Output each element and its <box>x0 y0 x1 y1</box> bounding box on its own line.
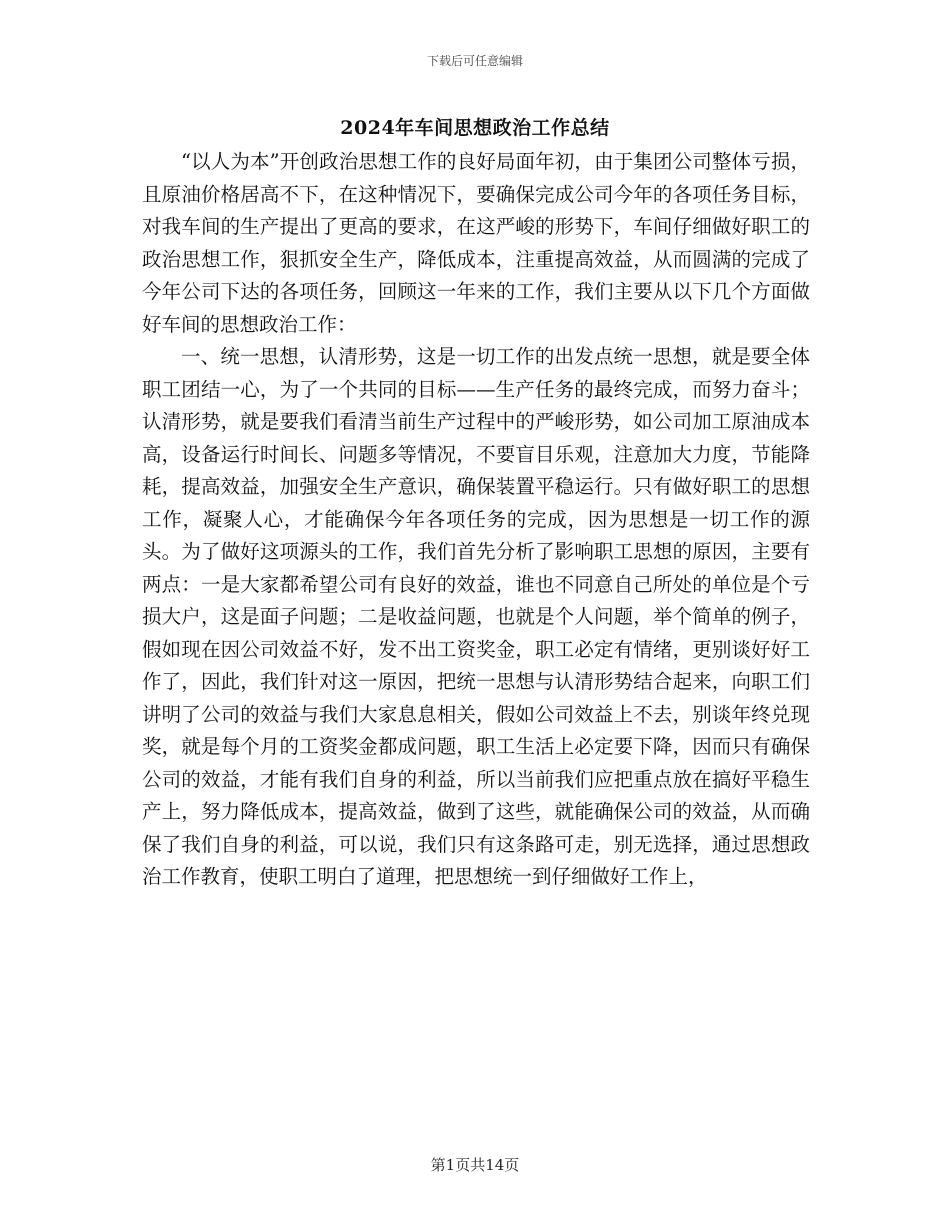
document-body <box>142 146 810 894</box>
paragraph-intro: “以人为本”开创政治思想工作的良好局面年初，由于集团公司整体亏损，且原油价格居高不下，在这种情况下，要确保完成公司今年的各项任务目标，对我车间的生产提出了更高的要求，在这严峻的形势下，车间仔细做好职工的政治思想工作，狠抓安全生产，降低成本，注重提高效益，从而圆满的完成了今年公司下达的各项任务，回顾这一年来的工作，我们主要从以下几个方面做好车间的思想政治工作： <box>142 150 810 336</box>
page-header-note: 下载后可任意编辑 <box>426 54 523 68</box>
page-footer-number: 第1页共14页 <box>430 1156 520 1174</box>
paragraph-section-1: 一、统一思想，认清形势，这是一切工作的出发点统一思想，就是要全体职工团结一心，为了一个共同的目标——生产任务的最终完成，而努力奋斗；认清形势，就是要我们看清当前生产过程中的严峻形势，如公司加工原油成本高，设备运行时间长、问题多等情况，不要盲目乐观，注意加大力度，节能降耗，提高效益，加强安全生产意识，确保装置平稳运行。只有做好职工的思想工作，凝聚人心，才能确保今年各项任务的完成，因为思想是一切工作的源头。为了做好这项源头的工作，我们首先分析了影响职工思想的原因，主要有两点：一是大家都希望公司有良好的效益，谁也不同意自己所处的单位是个亏损大户，这是面子问题；二是收益问题，也就是个人问题，举个简单的例子，假如现在因公司效益不好，发不出工资奖金，职工必定有情绪，更别谈好好工作了，因此，我们针对这一原因，把统一思想与认清形势结合起来，向职工们讲明了公司的效益与我们大家息息相关，假如公司效益上不去，别谈年终兑现奖，就是每个月的工资奖金都成问题，职工生活上必定要下降，因而只有确保公司的效益，才能有我们自身的利益，所以当前我们应把重点放在搞好平稳生产上，努力降低成本，提高效益，做到了这些，就能确保公司的效益，从而确保了我们自身的利益，可以说，我们只有这条路可走，别无选择，通过思想政治工作教育，使职工明白了道理，把思想统一到仔细做好工作上， <box>142 345 810 888</box>
document-title: 2024年车间思想政治工作总结 <box>340 117 610 139</box>
